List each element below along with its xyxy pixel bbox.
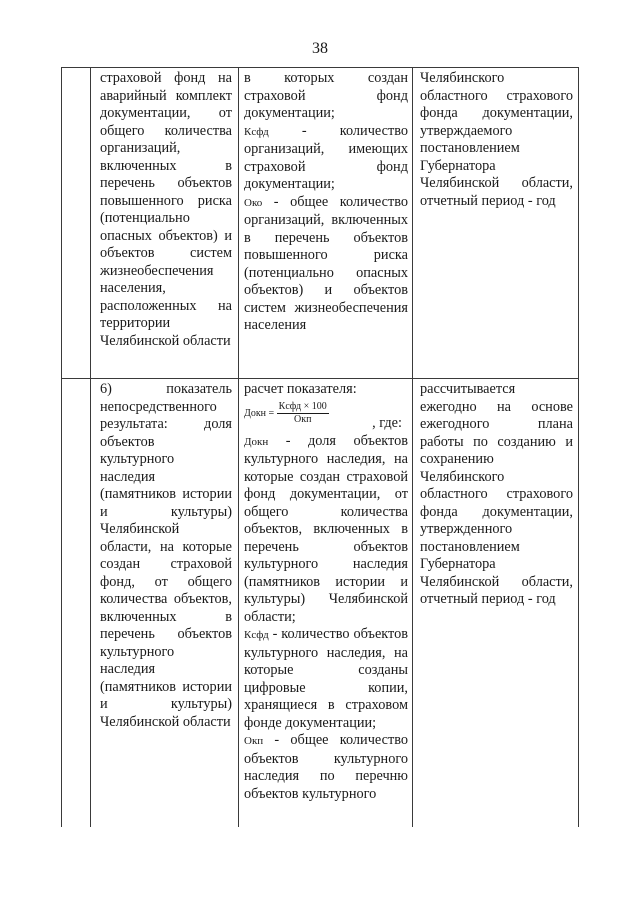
- row1-oko-definition: [244, 194, 408, 335]
- row1-source-cell: [420, 70, 573, 210]
- dokn-description: - доля объектов культурного наследия, на которые создан страховой фонд документации, от общего количества объектов, включенных в перечень объектов культурного наследия (памятников истории и культуры) Челябинской области;: [244, 432, 408, 625]
- table-top-border: [61, 67, 579, 68]
- formula-where: , где:: [372, 414, 402, 431]
- row2-source-text: рассчитывается ежегодно на основе ежегодного плана работы по созданию и сохранению Челябинского областного страхового фонда документации, утвержденного постановлением Губернатора Челябинской области, отчетный период - год: [420, 381, 573, 607]
- table-right-border: [578, 67, 579, 827]
- page-number: 38: [312, 40, 328, 57]
- column-divider: [90, 67, 91, 827]
- row2-dokn-definition: [244, 433, 408, 627]
- column-divider: [412, 67, 413, 827]
- formula-fraction: [277, 401, 329, 426]
- formula-denominator: Окп: [293, 413, 312, 425]
- row2-kcfd-definition: [244, 626, 408, 732]
- row1-indicator-text: страховой фонд на аварийный комплект документации, от общего количества организаций, включенных в перечень объектов повышенного риска (потенциально опасных объектов) и объектов систем жизнеобеспечения населения, расположенных на территории Челябинской области: [100, 70, 232, 349]
- row1-source-text: Челябинского областного страхового фонда документации, утверждаемого постановлением Губернатора Челябинской области, отчетный период - год: [420, 70, 573, 209]
- row1-method-intro: в которых создан страховой фонд документации;: [244, 70, 408, 121]
- row1-kcfd-definition: [244, 123, 408, 194]
- kcfd-symbol: Кcфд: [244, 629, 269, 641]
- oko-description: - общее количество организаций, включенных в перечень объектов повышенного риска (потенциально опасных объектов) и объектов систем жизнеобеспечения населения: [244, 193, 408, 333]
- row1-method-cell: [244, 70, 408, 335]
- row2-indicator-text: 6) показатель непосредственного результата: доля объектов культурного наследия (памятников истории и культуры) Челябинской области, на которые создан страховой фонд, от общего количества объектов, включенных в перечень объектов культурного наследия (памятников истории и культуры) Челябинской области: [100, 381, 232, 730]
- row2-method-cell: [244, 381, 408, 803]
- row2-indicator-cell: [100, 381, 232, 731]
- row2-formula-line: [244, 400, 408, 431]
- dokn-symbol: Докн: [244, 435, 269, 448]
- kcfd-description: - количество организаций, имеющих страховой фонд документации;: [244, 122, 408, 192]
- table-left-border: [61, 67, 62, 827]
- row2-source-cell: [420, 381, 573, 609]
- row1-indicator-cell: [100, 70, 232, 350]
- kcfd-symbol: Кcфд: [244, 125, 269, 138]
- okp-symbol: Окп: [244, 735, 264, 747]
- oko-symbol: Око: [244, 196, 263, 209]
- formula-numerator: Кcфд × 100: [278, 400, 327, 412]
- okp-description: - общее количество объектов культурного наследия по перечню объектов культурного: [244, 732, 408, 802]
- formula: [244, 401, 329, 426]
- kcfd-description: - количество объектов культурного наследия, на которые созданы цифровые копии, хранящиеся в страховом фонде документации;: [244, 626, 408, 731]
- column-divider: [238, 67, 239, 827]
- row2-okp-definition: [244, 732, 408, 803]
- row-divider: [61, 378, 579, 379]
- row2-method-intro: расчет показателя:: [244, 381, 357, 397]
- formula-lhs: Докн =: [244, 407, 275, 419]
